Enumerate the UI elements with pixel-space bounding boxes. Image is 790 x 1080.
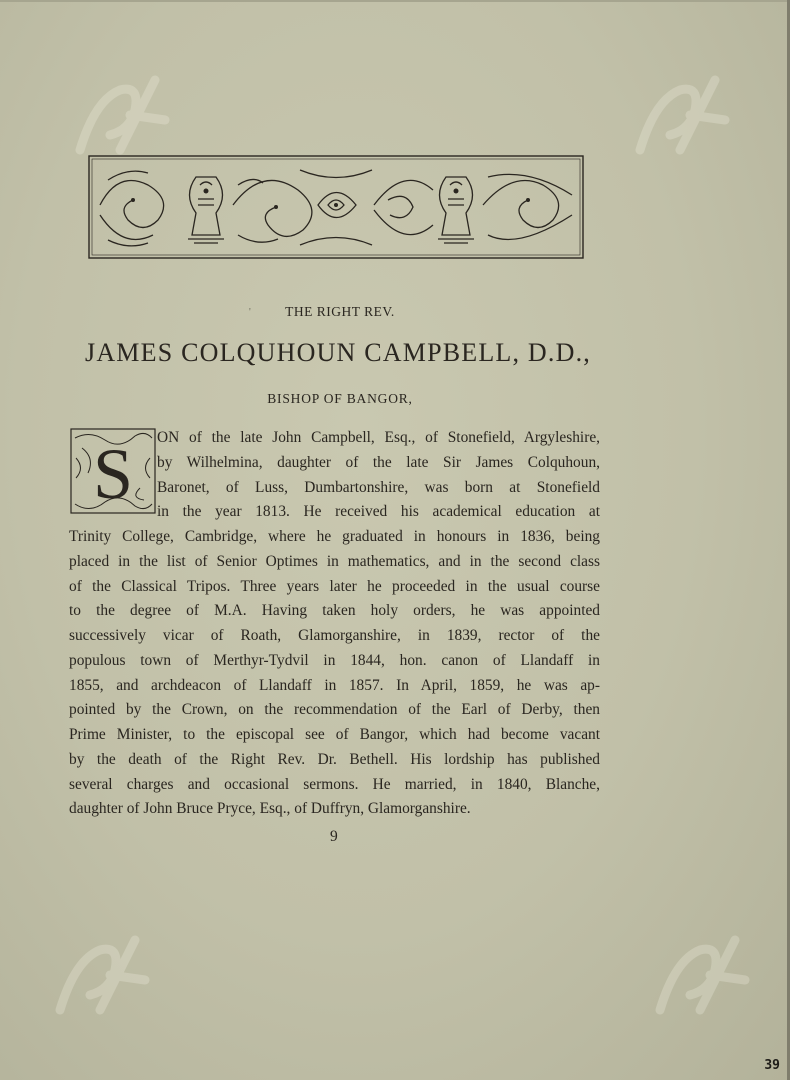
body-line: daughter of John Bruce Pryce, Esq., of Duffryn, Glamorganshire. bbox=[69, 800, 471, 817]
over-title: THE RIGHT REV. bbox=[285, 304, 395, 319]
body-line: in the year 1813. He received his academical education at bbox=[157, 503, 600, 520]
drop-cap-letter: S bbox=[92, 434, 134, 514]
body-line: by Wilhelmina, daughter of the late Sir James Colquhoun, bbox=[157, 454, 600, 471]
body-line: placed in the list of Senior Optimes in mathematics, and in the second class bbox=[69, 553, 600, 570]
body-line: pointed by the Crown, on the recommendation of the Earl of Derby, then bbox=[69, 701, 600, 718]
body-line: Trinity College, Cambridge, where he graduated in honours in 1836, being bbox=[69, 528, 600, 545]
under-title: BISHOP OF BANGOR, bbox=[267, 391, 413, 406]
body-line: populous town of Merthyr-Tydvil in 1844, hon. canon of Llandaff in bbox=[69, 652, 600, 669]
watermark-bottom-right bbox=[640, 920, 760, 1030]
header-ornament bbox=[88, 155, 584, 259]
watermark-bottom-left bbox=[40, 920, 160, 1030]
body-line: of the Classical Tripos. Three years later he proceeded in the usual course bbox=[69, 578, 600, 595]
body-line: Baronet, of Luss, Dumbartonshire, was born at Stonefield bbox=[157, 479, 600, 496]
body-line: Prime Minister, to the episcopal see of Bangor, which had become vacant bbox=[69, 726, 600, 743]
body-line: several charges and occasional sermons. He married, in 1840, Blanche, bbox=[69, 776, 600, 793]
drop-cap bbox=[70, 428, 156, 514]
printer-tick: ' bbox=[249, 307, 251, 318]
page-number: 9 bbox=[330, 828, 338, 845]
watermark-top-left bbox=[60, 60, 180, 170]
page-title: JAMES COLQUHOUN CAMPBELL, D.D., bbox=[85, 338, 591, 367]
body-line: by the death of the Right Rev. Dr. Bethell. His lordship has published bbox=[69, 751, 600, 768]
body-line: 1855, and archdeacon of Llandaff in 1857. In April, 1859, he was ap- bbox=[69, 677, 600, 694]
watermark-top-right bbox=[620, 60, 740, 170]
page-top-edge bbox=[0, 0, 790, 2]
body-line: ON of the late John Campbell, Esq., of Stonefield, Argyleshire, bbox=[157, 429, 600, 446]
body-line: to the degree of M.A. Having taken holy orders, he was appointed bbox=[69, 602, 600, 619]
corner-mark: 39 bbox=[764, 1058, 780, 1073]
body-line: successively vicar of Roath, Glamorganshire, in 1839, rector of the bbox=[69, 627, 600, 644]
